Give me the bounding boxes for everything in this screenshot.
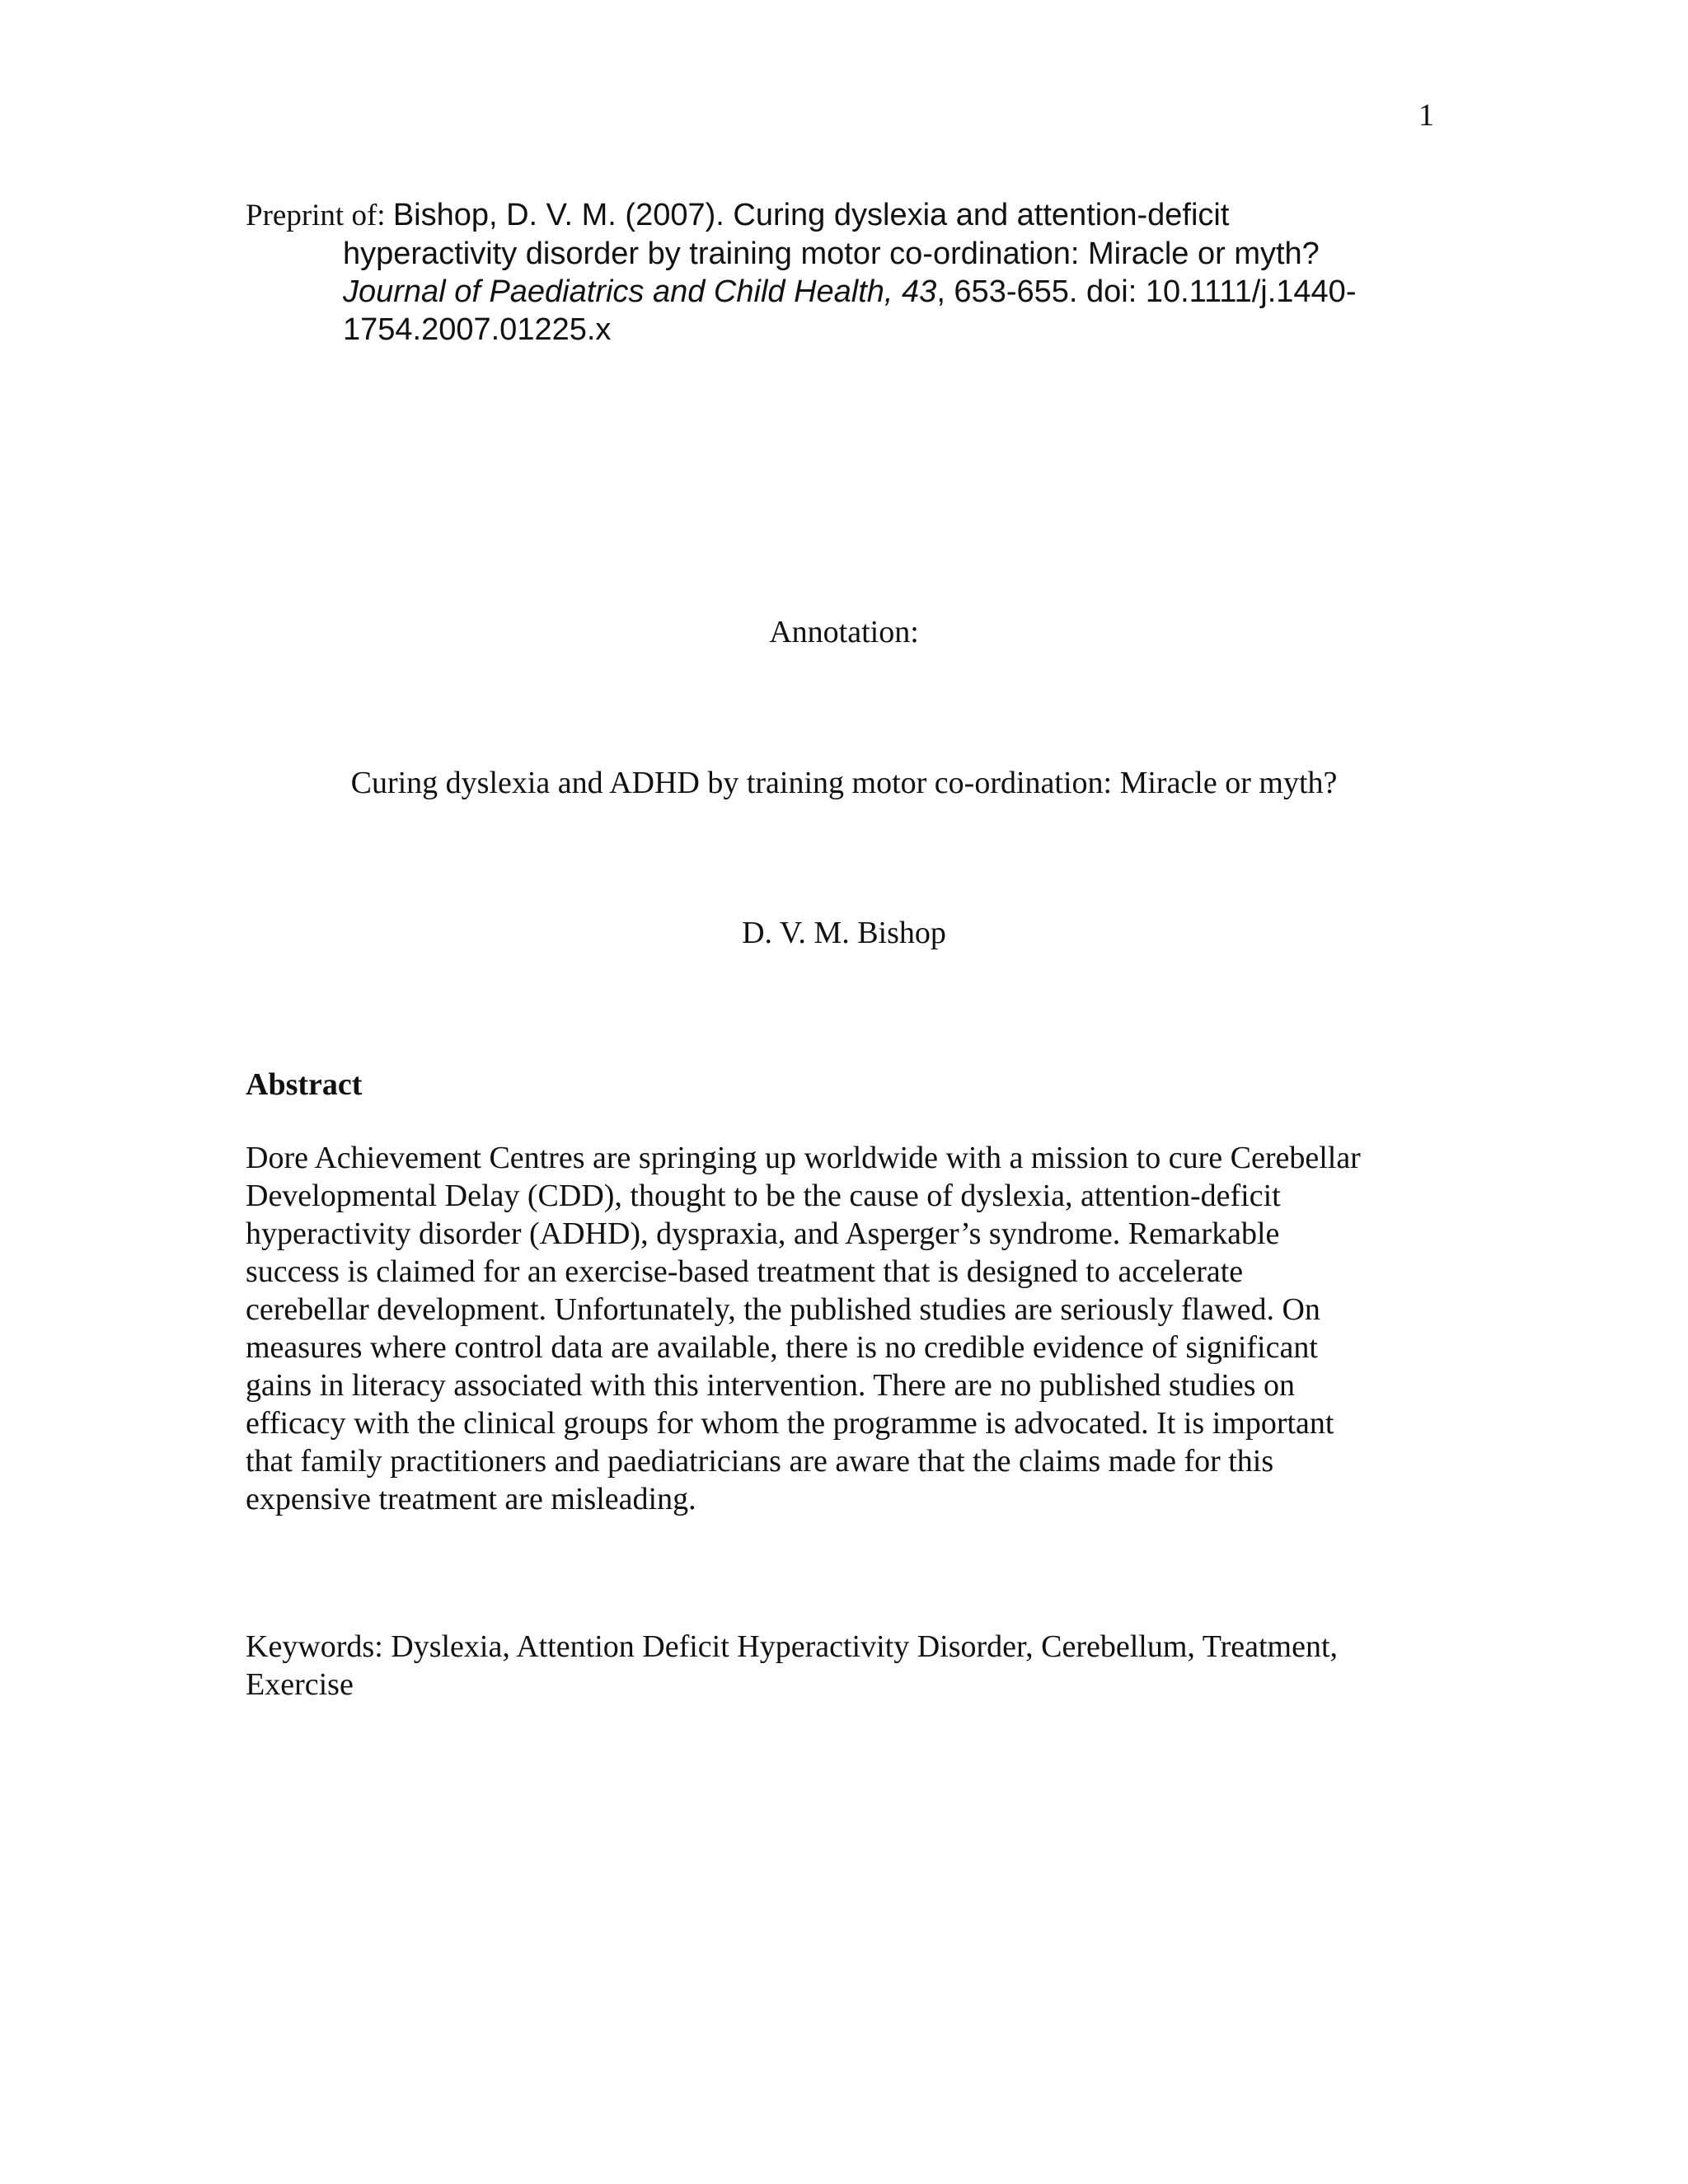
citation-line-2: hyperactivity disorder by training motor co-ordination: Miracle or myth?	[343, 237, 1320, 271]
keywords-line: Exercise	[246, 1667, 354, 1702]
author: D. V. M. Bishop	[742, 916, 946, 950]
abstract-line: hyperactivity disorder (ADHD), dyspraxia, and Asperger’s syndrome. Remarkable	[246, 1216, 1280, 1251]
annotation-label: Annotation:	[769, 615, 919, 649]
citation-line-4: 1754.2007.01225.x	[343, 312, 612, 347]
page-number: 1	[1418, 98, 1434, 133]
paper-title: Curing dyslexia and ADHD by training motor co-ordination: Miracle or myth?	[350, 766, 1338, 800]
abstract-line: success is claimed for an exercise-based treatment that is designed to accelerate	[246, 1254, 1244, 1289]
citation-line-3: , 653-655. doi: 10.1111/j.1440-	[936, 274, 1357, 309]
abstract-line: cerebellar development. Unfortunately, the published studies are seriously flawed. On	[246, 1292, 1320, 1327]
keywords-line: Keywords: Dyslexia, Attention Deficit Hyperactivity Disorder, Cerebellum, Treatment,	[246, 1629, 1339, 1664]
abstract-line: expensive treatment are misleading.	[246, 1482, 696, 1516]
preprint-citation	[246, 196, 1449, 349]
abstract-line: efficacy with the clinical groups for whom the programme is advocated. It is important	[246, 1406, 1334, 1441]
abstract-body	[246, 1139, 1432, 1518]
abstract-line: Dore Achievement Centres are springing up worldwide with a mission to cure Cerebellar	[246, 1141, 1361, 1175]
abstract-line: measures where control data are available, there is no credible evidence of significant	[246, 1330, 1318, 1365]
abstract-heading: Abstract	[246, 1067, 363, 1102]
abstract-line: Developmental Delay (CDD), thought to be the cause of dyslexia, attention-deficit	[246, 1179, 1281, 1213]
abstract-line: gains in literacy associated with this intervention. There are no published studies on	[246, 1368, 1296, 1403]
keywords	[246, 1628, 1432, 1704]
citation-journal: Journal of Paediatrics and Child Health, 43	[343, 274, 937, 309]
preprint-label: Preprint of:	[246, 199, 393, 232]
citation-line-1: Bishop, D. V. M. (2007). Curing dyslexia and attention-deficit	[392, 198, 1230, 232]
abstract-line: that family practitioners and paediatricians are aware that the claims made for this	[246, 1444, 1274, 1479]
